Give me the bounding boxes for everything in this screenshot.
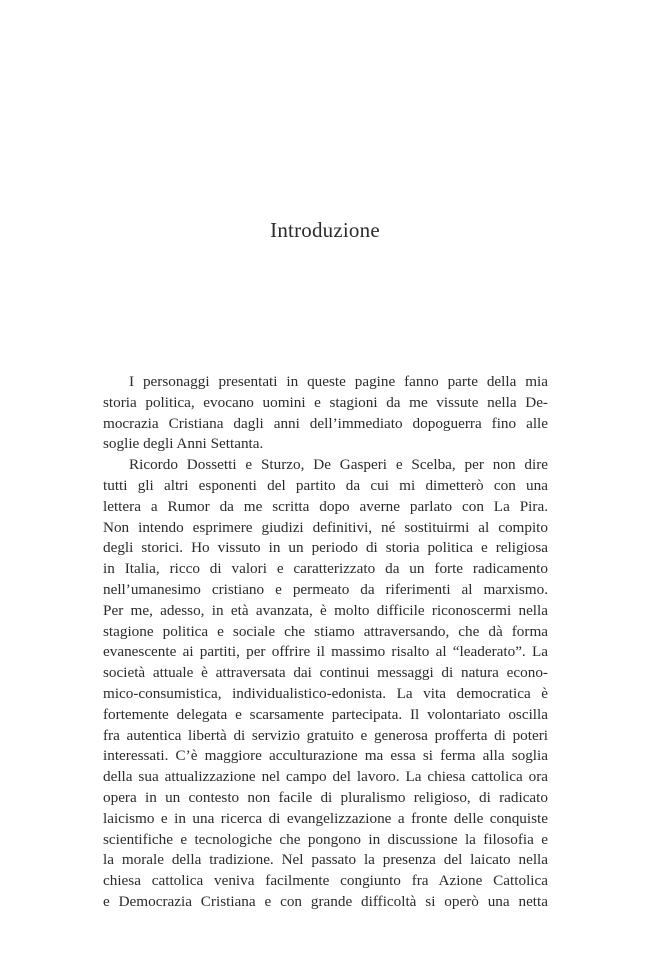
text-line: nell’umanesimo cristiano e permeato da riferimenti al marxismo. [103,580,548,598]
text-line: I personaggi presentati in queste pagine fanno parte della mia [129,373,548,390]
text-line: scientifiche e tecnologiche che pongono in discussione la filosofia e [103,830,548,848]
text-line: società attuale è attraversata dai continui messaggi di natura econo- [103,664,548,682]
text-line: chiesa cattolica veniva facilmente congiunto fra Azione Cattolica [103,872,548,890]
text-line: mocrazia Cristiana dagli anni dell’immediato dopoguerra fino alle [103,414,548,432]
text-line: soglie degli Anni Settanta. [103,435,264,453]
text-line: in Italia, ricco di valori e caratterizzato da un forte radicamento [103,560,548,578]
body-text [103,372,548,913]
text-line: della sua attualizzazione nel campo del lavoro. La chiesa cattolica ora [103,768,548,786]
text-line: Per me, adesso, in età avanzata, è molto difficile riconoscermi nella [103,601,548,619]
text-line: stagione politica e sociale che stiamo attraversando, che dà forma [103,622,548,640]
text-line: la morale della tradizione. Nel passato la presenza del laicato nella [103,851,548,869]
text-line: laicismo e in una ricerca di evangelizzazione a fronte delle conquiste [103,809,548,827]
text-line: interessati. C’è maggiore acculturazione ma essa si ferma alla soglia [103,747,548,765]
page-title: Introduzione [270,218,380,242]
text-line: degli storici. Ho vissuto in un periodo di storia politica e religiosa [103,539,548,557]
text-line: fortemente delegata e scarsamente partecipata. Il volontariato oscilla [103,705,548,723]
text-line: tutti gli altri esponenti del partito da cui mi dimetterò con una [103,476,548,494]
text-line: fra autentica libertà di servizio gratuito e generosa profferta di poteri [103,726,548,744]
text-line: Ricordo Dossetti e Sturzo, De Gasperi e Scelba, per non dire [129,456,548,474]
text-line: lettera a Rumor da me scritta dopo averne parlato con La Pira. [103,497,548,515]
text-line: mico-consumistica, individualistico-edonista. La vita democratica è [103,684,548,702]
text-line: storia politica, evocano uomini e stagioni da me vissute nella De- [103,393,548,411]
text-line: e Democrazia Cristiana e con grande difficoltà si operò una netta [103,892,548,910]
text-line: opera in un contesto non facile di pluralismo religioso, di radicato [103,788,548,806]
text-line: evanescente ai partiti, per offrire il massimo risalto al “leaderato”. La [103,643,548,661]
text-line: Non intendo esprimere giudizi definitivi, né sostituirmi al compito [103,518,548,536]
